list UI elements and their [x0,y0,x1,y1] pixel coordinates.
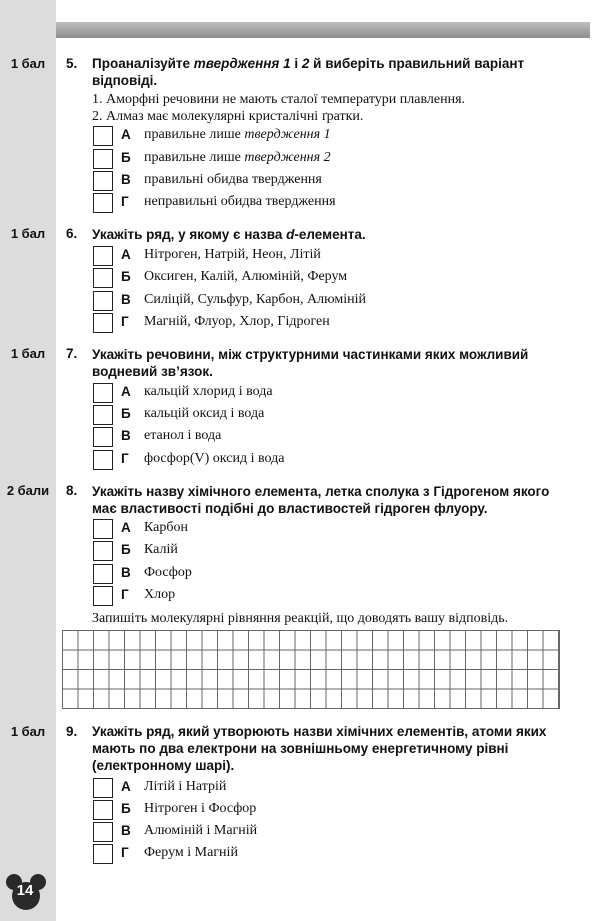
answer-checkbox[interactable] [93,313,113,333]
question-number: 8. [66,483,78,498]
answer-checkbox[interactable] [93,149,113,169]
answer-checkbox[interactable] [93,844,113,864]
question-number: 7. [66,346,78,361]
question-prompt: Проаналізуйте твердження 1 і 2 й виберіть правильний варіант відповіді. [92,56,525,88]
page-number: 14 [16,882,34,899]
answer-checkbox[interactable] [93,126,113,146]
answer-checkbox[interactable] [93,450,113,470]
answer-checkbox[interactable] [93,778,113,798]
answer-checkbox[interactable] [93,246,113,266]
question-prompt: Укажіть назву хімічного елемента, летка сполука з Гідрогеном якого має властивості подібні до властивостей гідроген флуору. [92,484,550,516]
question-number: 5. [66,56,78,71]
points-label: 1 бал [10,724,46,739]
answer-checkbox[interactable] [93,405,113,425]
points-label: 1 бал [10,226,46,241]
answer-grid[interactable] [62,630,560,709]
answer-checkbox[interactable] [93,800,113,820]
answer-checkbox[interactable] [93,268,113,288]
question-prompt: Укажіть ряд, який утворюють назви хімічних елементів, атоми яких мають по два електрони на зовнішньому енергетичному рівні (електронному шарі). [92,724,547,773]
points-label: 1 бал [10,346,46,361]
answer-checkbox[interactable] [93,822,113,842]
question-number: 6. [66,226,78,241]
statement-2: 2. Алмаз має молекулярні кристалічні ґратки. [92,109,364,124]
question-prompt: Укажіть речовини, між структурними частинками яких можливий водневий зв’язок. [92,347,529,379]
question-prompt: Укажіть ряд, у якому є назва d-елемента. [92,227,366,242]
header-bar [56,22,590,38]
left-margin-band [0,0,56,921]
question-number: 9. [66,724,78,739]
answer-checkbox[interactable] [93,383,113,403]
statement-1: 1. Аморфні речовини не мають сталої температури плавлення. [92,92,466,107]
answer-checkbox[interactable] [93,541,113,561]
answer-checkbox[interactable] [93,291,113,311]
answer-checkbox[interactable] [93,193,113,213]
points-label: 1 бал [10,56,46,71]
points-label: 2 бали [6,483,50,498]
answer-instruction: Запишіть молекулярні рівняння реакцій, що доводять вашу відповідь. [92,611,509,626]
answer-checkbox[interactable] [93,519,113,539]
answer-checkbox[interactable] [93,171,113,191]
answer-checkbox[interactable] [93,427,113,447]
answer-checkbox[interactable] [93,586,113,606]
answer-checkbox[interactable] [93,564,113,584]
